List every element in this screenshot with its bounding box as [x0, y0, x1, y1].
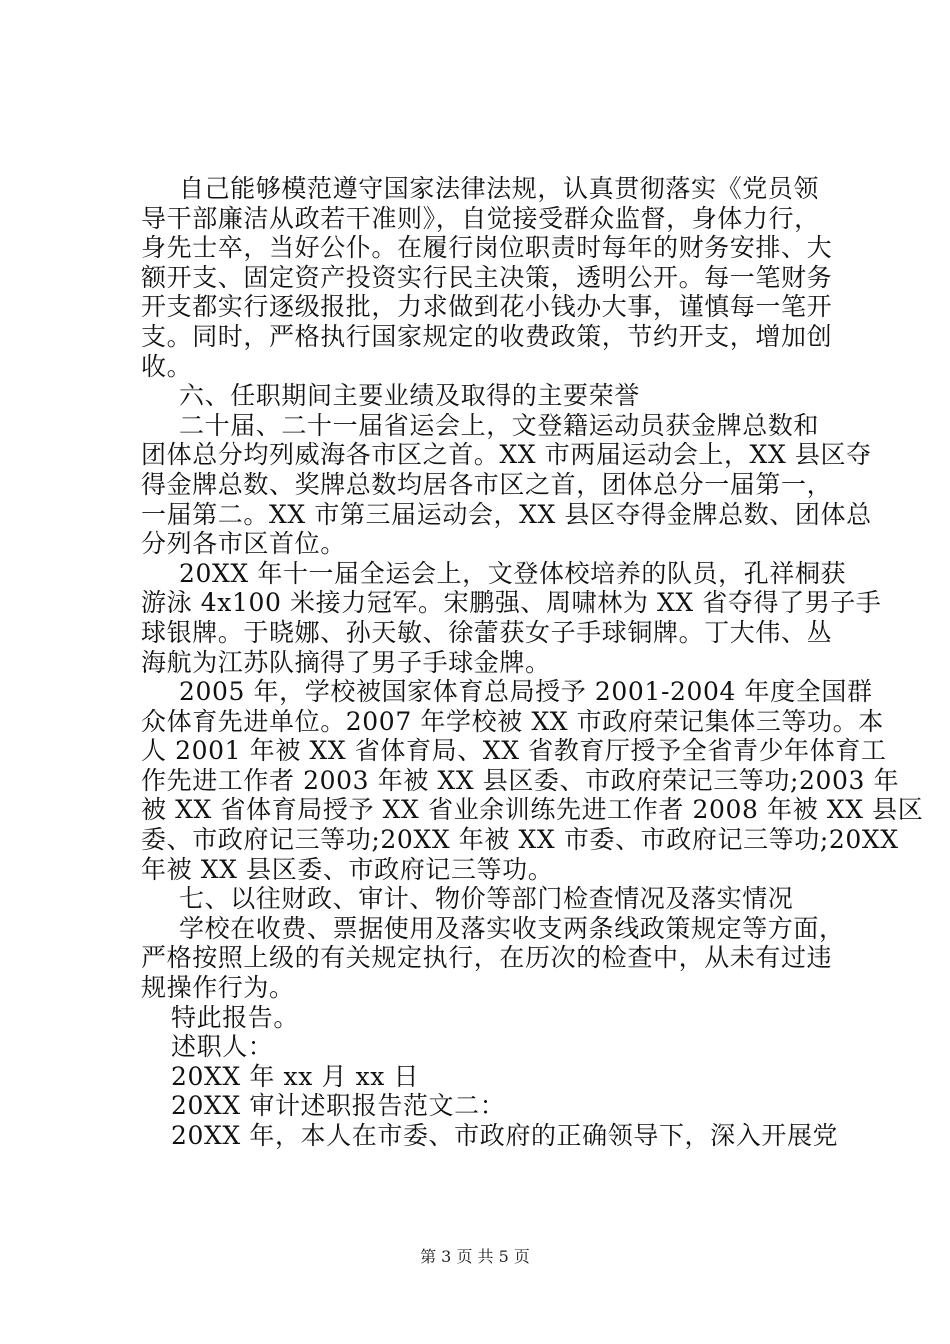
paragraph-line: 游泳 4x100 米接力冠军。宋鹏强、周啸林为 XX 省夺得了男子手 — [141, 588, 882, 618]
paragraph-line: 收。 — [141, 351, 193, 381]
paragraph-line: 自己能够模范遵守国家法律法规，认真贯彻落实《党员领 — [179, 174, 820, 203]
subtitle-line: 20XX 审计述职报告范文二： — [171, 1091, 506, 1121]
paragraph-line: 导干部廉洁从政若干准则》，自觉接受群众监督，身体力行， — [141, 203, 820, 233]
paragraph-line: 一届第二。XX 市第三届运动会，XX 县区夺得金牌总数、团体总 — [141, 499, 872, 529]
page-number-footer: 第 3 页 共 5 页 — [420, 1247, 530, 1266]
signature-label: 述职人： — [171, 1032, 274, 1062]
closing-line: 特此报告。 — [171, 1002, 300, 1032]
paragraph-line: 规操作行为。 — [141, 973, 295, 1003]
paragraph-line: 身先士卒，当好公仆。在履行岗位职责时每年的财务安排、大 — [141, 233, 833, 263]
paragraph-line: 学校在收费、票据使用及落实收支两条线政策规定等方面， — [179, 913, 845, 943]
paragraph-line: 作先进工作者 2003 年被 XX 县区委、市政府荣记三等功;2003 年 — [141, 765, 900, 795]
paragraph-line: 年被 XX 县区委、市政府记三等功。 — [141, 854, 554, 884]
paragraph-line: 2005 年，学校被国家体育总局授予 2001-2004 年度全国群 — [179, 677, 873, 707]
paragraph-line: 委、市政府记三等功;20XX 年被 XX 市委、市政府记三等功;20XX — [141, 825, 899, 855]
paragraph-line: 被 XX 省体育局授予 XX 省业余训练先进工作者 2008 年被 XX 县区 — [141, 795, 924, 825]
paragraph-line: 人 2001 年被 XX 省体育局、XX 省教育厅授予全省青少年体育工 — [141, 736, 887, 766]
paragraph-line: 支。同时，严格执行国家规定的收费政策，节约开支，增加创 — [141, 321, 833, 351]
section-heading: 七、以往财政、审计、物价等部门检查情况及落实情况 — [179, 884, 794, 914]
paragraph-line: 海航为江苏队摘得了男子手球金牌。 — [141, 647, 551, 677]
paragraph-line: 球银牌。于晓娜、孙天敏、徐蕾获女子手球铜牌。丁大伟、丛 — [141, 617, 833, 647]
section-heading: 六、任职期间主要业绩及取得的主要荣誉 — [179, 381, 640, 411]
paragraph-line: 开支都实行逐级报批，力求做到花小钱办大事，谨慎每一笔开 — [141, 292, 833, 322]
paragraph-line: 团体总分均列威海各市区之首。XX 市两届运动会上，XX 县区夺 — [141, 440, 872, 470]
paragraph-line: 严格按照上级的有关规定执行，在历次的检查中，从未有过违 — [141, 943, 833, 973]
date-line: 20XX 年 xx 月 xx 日 — [171, 1061, 420, 1091]
paragraph-line: 分列各市区首位。 — [141, 529, 346, 559]
paragraph-line: 得金牌总数、奖牌总数均居各市区之首，团体总分一届第一， — [141, 469, 833, 499]
document-body — [141, 174, 924, 1151]
paragraph-line: 二十届、二十一届省运会上，文登籍运动员获金牌总数和 — [179, 410, 820, 440]
paragraph-line: 20XX 年十一届全运会上，文登体校培养的队员，孔祥桐获 — [179, 558, 847, 588]
paragraph-line: 额开支、固定资产投资实行民主决策，透明公开。每一笔财务 — [141, 262, 833, 292]
paragraph-line: 20XX 年，本人在市委、市政府的正确领导下，深入开展党 — [171, 1121, 839, 1150]
paragraph-line: 众体育先进单位。2007 年学校被 XX 市政府荣记集体三等功。本 — [141, 706, 884, 736]
